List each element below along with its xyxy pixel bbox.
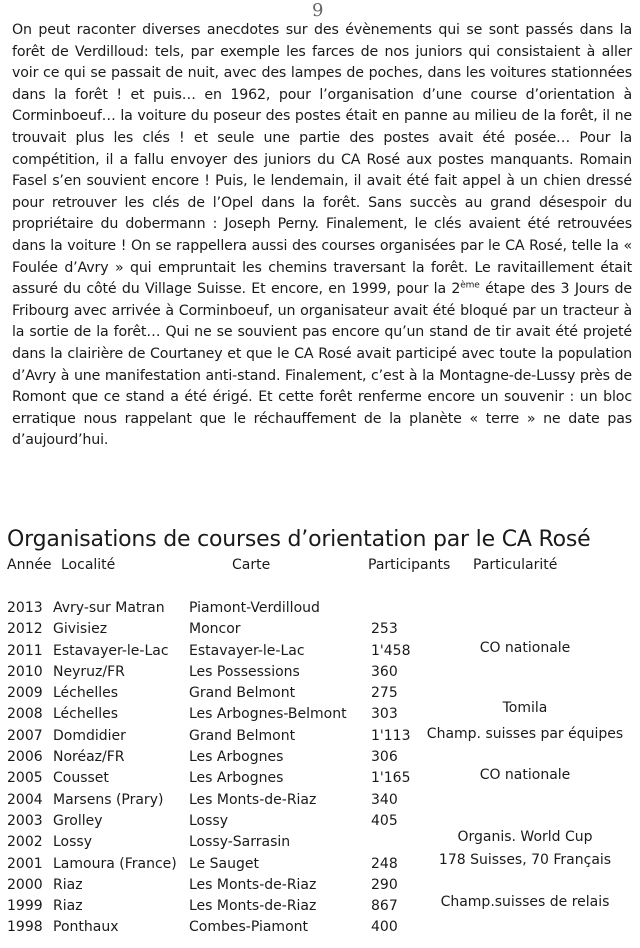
cell-map: Les Monts-de-Riaz [189, 791, 317, 808]
cell-participants: 248 [371, 855, 398, 872]
cell-place: Domdidier [53, 727, 126, 744]
cell-year: 2002 [7, 834, 43, 851]
cell-participants: 1'113 [371, 727, 411, 744]
cell-map: Les Monts-de-Riaz [189, 876, 317, 893]
header-map: Carte [232, 557, 271, 573]
cell-year: 2011 [7, 642, 43, 659]
cell-map: Estavayer-le-Lac [189, 642, 305, 659]
header-year: Année [7, 557, 52, 573]
table-row [0, 767, 640, 791]
table-row [0, 700, 640, 727]
cell-map: Moncor [189, 621, 241, 638]
cell-place: Ponthaux [53, 919, 119, 936]
cell-note: CO nationale [479, 639, 571, 656]
cell-place: Avry-sur Matran [53, 600, 165, 616]
cell-map: Grand Belmont [189, 727, 296, 744]
cell-year: 2007 [7, 727, 43, 744]
cell-map: Grand Belmont [189, 685, 296, 702]
cell-year: 1998 [7, 919, 43, 936]
cell-place: Noréaz/FR [53, 749, 125, 766]
table-row [0, 600, 640, 621]
cell-place: Léchelles [53, 706, 119, 723]
cell-year: 2001 [7, 855, 43, 872]
cell-place: Estavayer-le-Lac [53, 642, 169, 659]
cell-participants: 400 [371, 919, 398, 936]
table-row [0, 894, 640, 919]
page-number: 9 [312, 0, 324, 21]
cell-place: Cousset [53, 770, 109, 787]
cell-participants: 867 [371, 898, 398, 915]
table-row [0, 919, 640, 940]
cell-place: Riaz [53, 898, 83, 915]
table-row [0, 851, 640, 877]
cell-place: Léchelles [53, 685, 119, 702]
cell-year: 2013 [7, 600, 43, 616]
cell-map: Combes-Piamont [189, 919, 308, 936]
cell-place: Riaz [53, 876, 83, 893]
cell-year: 1999 [7, 898, 43, 915]
cell-map: Les Arbognes-Belmont [189, 706, 347, 723]
organisations-table [0, 600, 640, 941]
table-row [0, 664, 640, 685]
article-text-rest: étape des 3 Jours de Fribourg avec arrivée à Corminboeuf, un organisateur avait été bloqué par un tracteur à la sortie de la forêt… Qui ne se souvient pas encore qu’un stand de tir avait été projeté dans la clairière de Courtaney et que le CA Rosé avait participé avec toute la population d’Avry à une manifestation anti-stand. Finalement, c’est à la Montagne-de-Lussy près de Romont que ce stand a été érigé. Et cette forêt renferme encore un souvenir : un bloc erratique nous rappelant que le réchauffement de la planète « terre » ne date pas d’aujourd’hui. [12, 281, 632, 449]
cell-map: Lossy [189, 812, 228, 829]
cell-map: Les Monts-de-Riaz [189, 898, 317, 915]
article-paragraph [12, 20, 632, 452]
cell-participants: 1'458 [371, 642, 411, 659]
article-text-lead: On peut raconter diverses anecdotes sur des évènements qui se sont passés dans la forêt de Verdilloud: tels, par exemple les farces de nos juniors qui consistaient à aller voir ce qui se passait de nuit, avec des lampes de poches, dans les voitures stationnées dans la forêt ! et puis… en 1962, pour l’organisation d’une course d’orientation à Corminboeuf… la voiture du poseur des postes était en panne au milieu de la forêt, il ne trouvait plus les clés ! et seule une partie des postes avait été posée… Pour la compétition, il a fallu envoyer des juniors du CA Rosé aux postes manquants. Romain Fasel s’en souvient encore ! Puis, le lendemain, il avait été fait appel à un chien dressé pour retrouver les clés de l’Opel dans la forêt. Sans succès au grand désespoir du propriétaire du dobermann : Joseph Perny. Finalement, le clés avaient été retrouvées dans la voiture ! On se rappellera aussi des courses organisées par le CA Rosé, telle la « Foulée d’Avry » qui empruntait les chemins traversant la forêt. Le ravitaillement était assuré du côté du Village Suisse. Et encore, en 1999, pour la 2 [12, 22, 632, 298]
cell-year: 2010 [7, 663, 43, 680]
cell-year: 2008 [7, 706, 43, 723]
cell-note: 178 Suisses, 70 Français [438, 851, 612, 868]
cell-year: 2009 [7, 685, 43, 702]
cell-year: 2012 [7, 621, 43, 638]
cell-map: Le Sauget [189, 855, 259, 872]
cell-map: Piamont-Verdilloud [189, 600, 320, 616]
cell-participants: 306 [371, 749, 398, 766]
cell-participants: 275 [371, 685, 398, 702]
cell-map: Lossy-Sarrasin [189, 834, 291, 851]
header-participants: Participants [368, 557, 451, 573]
table-row [0, 792, 640, 813]
cell-participants: 405 [371, 812, 398, 829]
cell-year: 2004 [7, 791, 43, 808]
table-title: Organisations de courses d’orientation par le CA Rosé [7, 527, 591, 552]
cell-participants: 1'165 [371, 770, 411, 787]
cell-note: Champ. suisses par équipes [426, 725, 624, 742]
cell-participants: 340 [371, 791, 398, 808]
cell-note: Organis. World Cup [457, 829, 593, 846]
table-row [0, 725, 640, 749]
cell-year: 2005 [7, 770, 43, 787]
cell-year: 2000 [7, 876, 43, 893]
cell-map: Les Arbognes [189, 770, 284, 787]
cell-participants: 303 [371, 706, 398, 723]
header-note: Particularité [473, 557, 558, 573]
cell-participants: 360 [371, 663, 398, 680]
cell-year: 2006 [7, 749, 43, 766]
cell-participants: 290 [371, 876, 398, 893]
cell-place: Neyruz/FR [53, 663, 125, 680]
cell-participants: 253 [371, 621, 398, 638]
cell-place: Grolley [53, 812, 103, 829]
cell-note: Tomila [502, 700, 548, 717]
cell-year: 2003 [7, 812, 43, 829]
table-row [0, 639, 640, 664]
header-place: Localité [61, 557, 116, 573]
cell-note: Champ.suisses de relais [440, 894, 610, 911]
cell-place: Lossy [53, 834, 92, 851]
cell-note: CO nationale [479, 767, 571, 784]
ordinal-superscript: ème [460, 280, 480, 291]
cell-map: Les Possessions [189, 663, 300, 680]
cell-place: Givisiez [53, 621, 108, 638]
cell-place: Lamoura (France) [53, 855, 177, 872]
cell-place: Marsens (Prary) [53, 791, 164, 808]
cell-map: Les Arbognes [189, 749, 284, 766]
